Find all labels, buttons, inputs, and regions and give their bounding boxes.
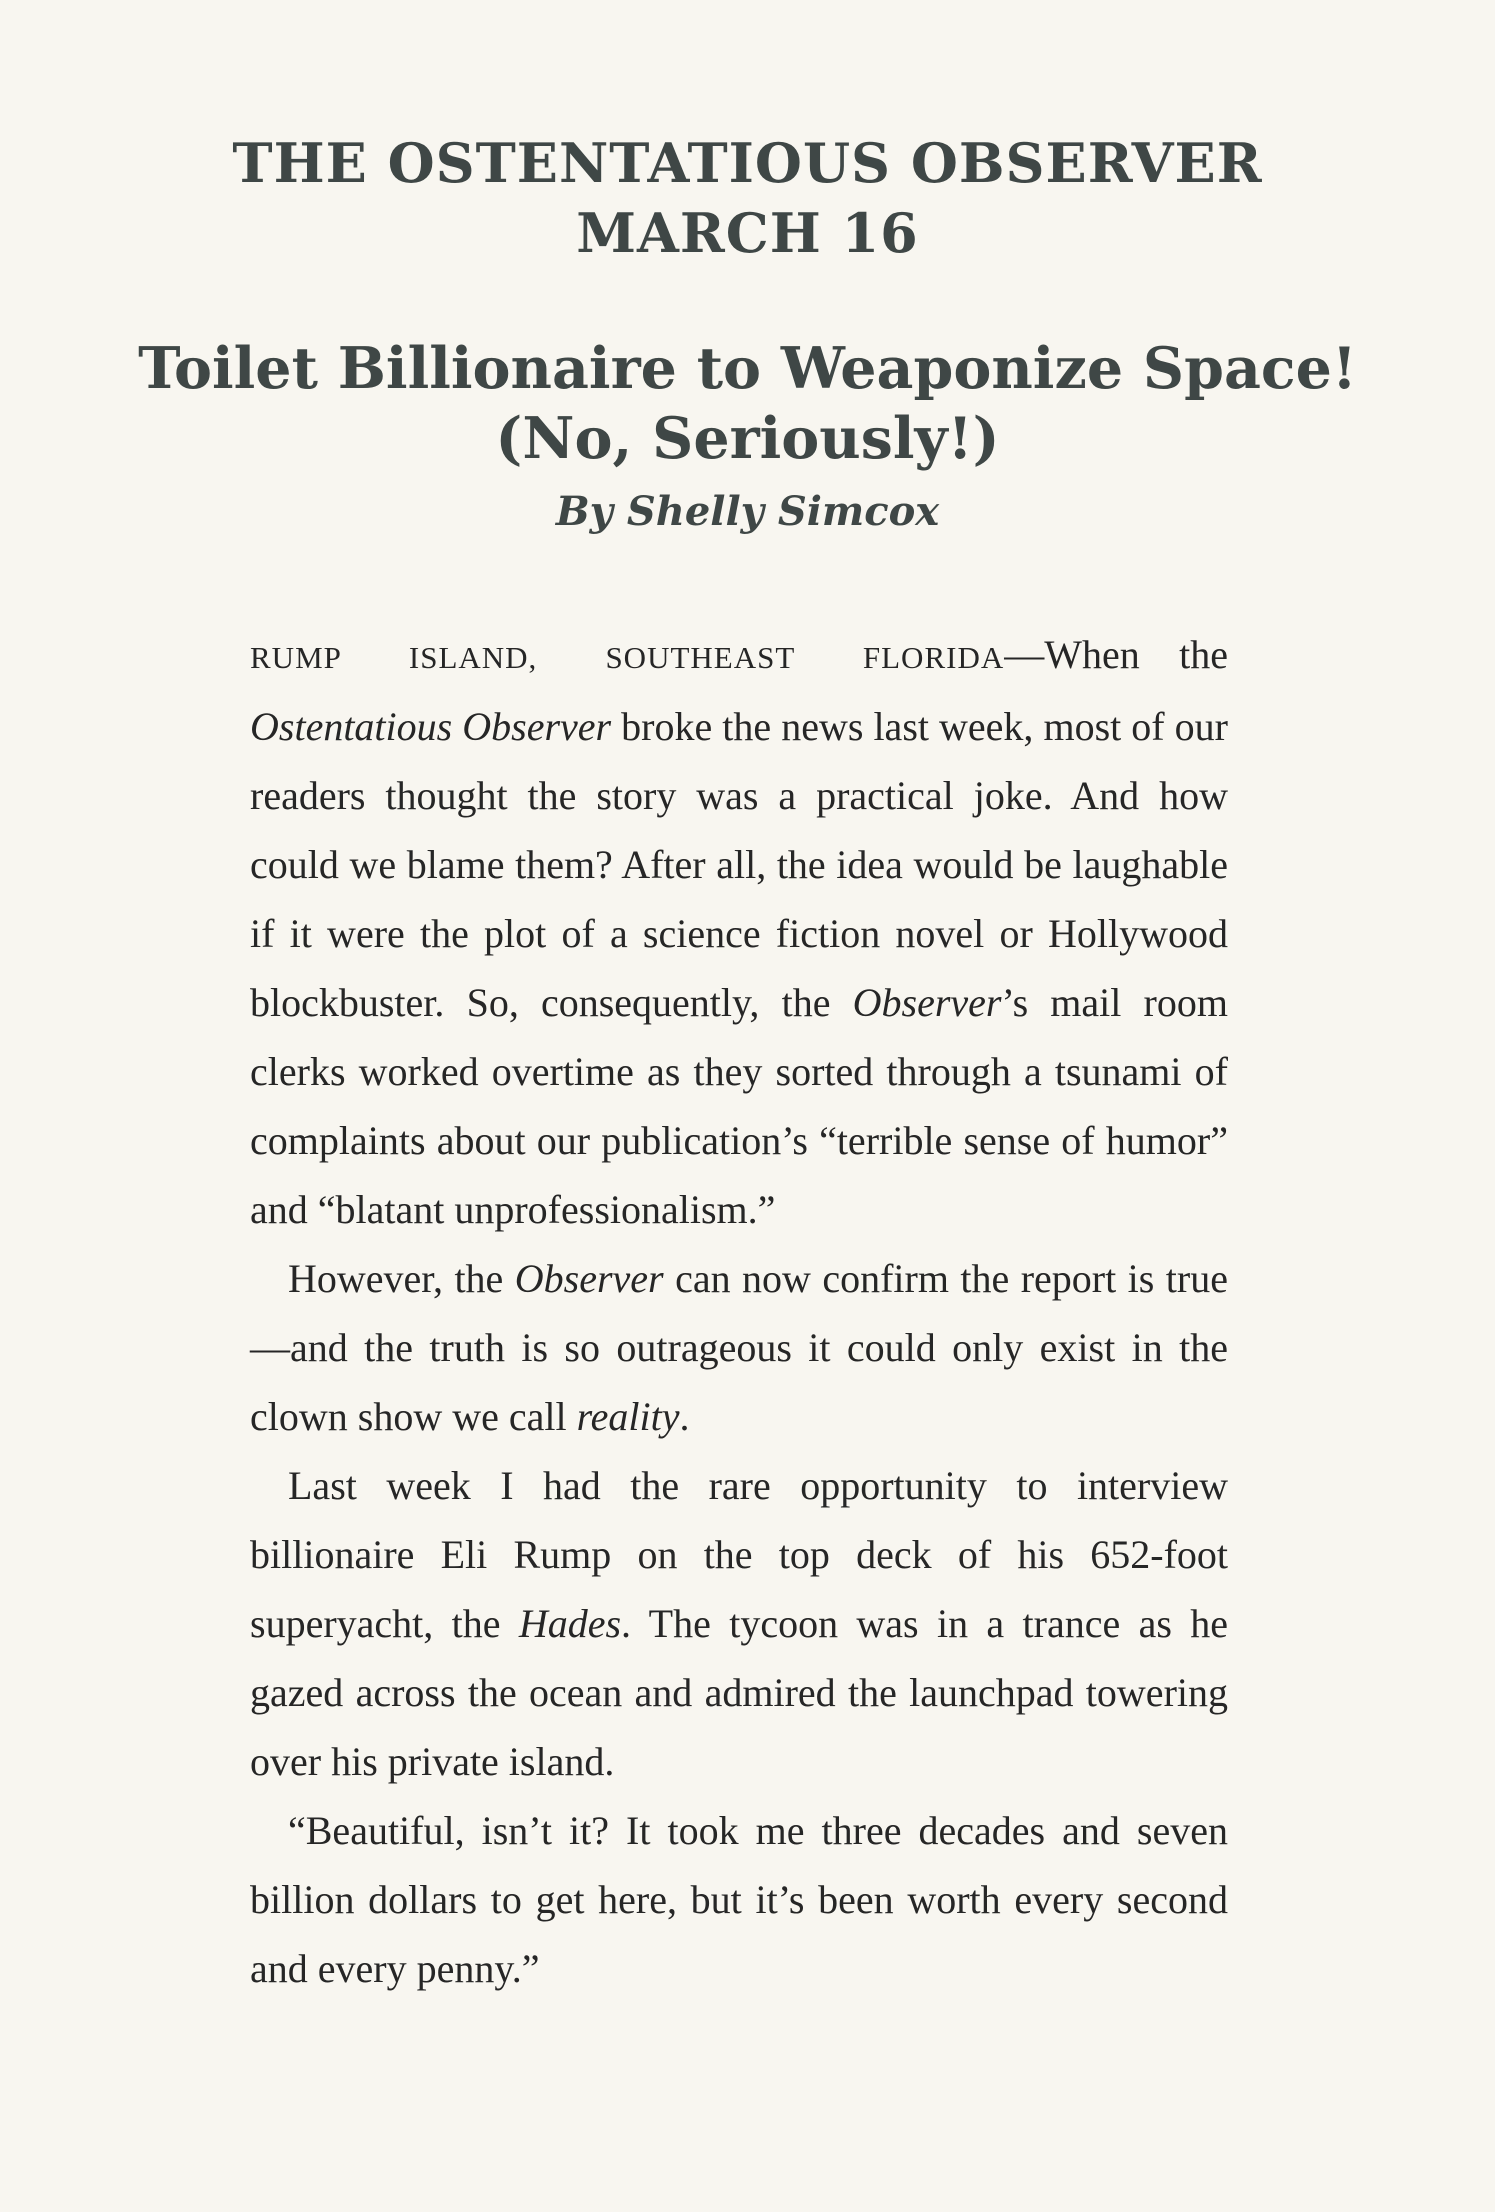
paragraph-2-text-c: . bbox=[679, 1394, 690, 1439]
emphasis-reality: reality bbox=[576, 1394, 680, 1439]
publication-title: Ostentatious Observer bbox=[250, 704, 612, 749]
paragraph-3-text-b: . The tycoon was in a trance as he gazed across the ocean and admired the launchpad towering over his private island. bbox=[250, 1601, 1228, 1784]
publication-short-title: Observer bbox=[514, 1256, 664, 1301]
article-headline bbox=[0, 334, 1495, 474]
paragraph-1-text-b: ’s mail room clerks worked overtime as they sorted through a tsunami of complaints about our publication’s “terrible sense of humor” and “blatant unprofessionalism.” bbox=[250, 980, 1228, 1232]
publication-short-title: Observer bbox=[852, 980, 1002, 1025]
paragraph-1 bbox=[250, 620, 1228, 1244]
paragraph-2 bbox=[250, 1244, 1228, 1451]
article-byline: By Shelly Simcox bbox=[555, 488, 940, 535]
paragraph-4: “Beautiful, isn’t it? It took me three decades and seven billion dollars to get here, but it’s been worth every second and every penny.” bbox=[250, 1808, 1228, 1991]
publication-name: THE OSTENTATIOUS OBSERVER bbox=[232, 131, 1263, 195]
issue-date: MARCH 16 bbox=[576, 201, 919, 265]
paragraph-2-text-b: can now confirm the report is true—and the truth is so outrageous it could only exist in the clown show we call bbox=[250, 1256, 1228, 1439]
paragraph-2-text-a: However, the bbox=[288, 1256, 515, 1301]
headline-line-2: (No, Seriously!) bbox=[495, 405, 1000, 472]
paragraph-3 bbox=[250, 1451, 1228, 1796]
yacht-name: Hades bbox=[518, 1601, 622, 1646]
article-body bbox=[250, 620, 1228, 2003]
dateline: RUMP ISLAND, SOUTHEAST FLORIDA bbox=[250, 640, 1005, 675]
paragraph-1-text-a: broke the news last week, most of our readers thought the story was a practical joke. And how could we blame them? After all, the idea would be laughable if it were the plot of a science fiction novel or Hollywood blockbuster. So, consequently, the bbox=[250, 704, 1228, 1025]
headline-line-1: Toilet Billionaire to Weaponize Space! bbox=[138, 335, 1357, 402]
paragraph-1-lead: —When the bbox=[1004, 632, 1228, 677]
paragraph-3-text-a: Last week I had the rare opportunity to interview billionaire Eli Rump on the top deck of his 652-foot superyacht, the bbox=[250, 1463, 1228, 1646]
masthead bbox=[0, 128, 1495, 268]
